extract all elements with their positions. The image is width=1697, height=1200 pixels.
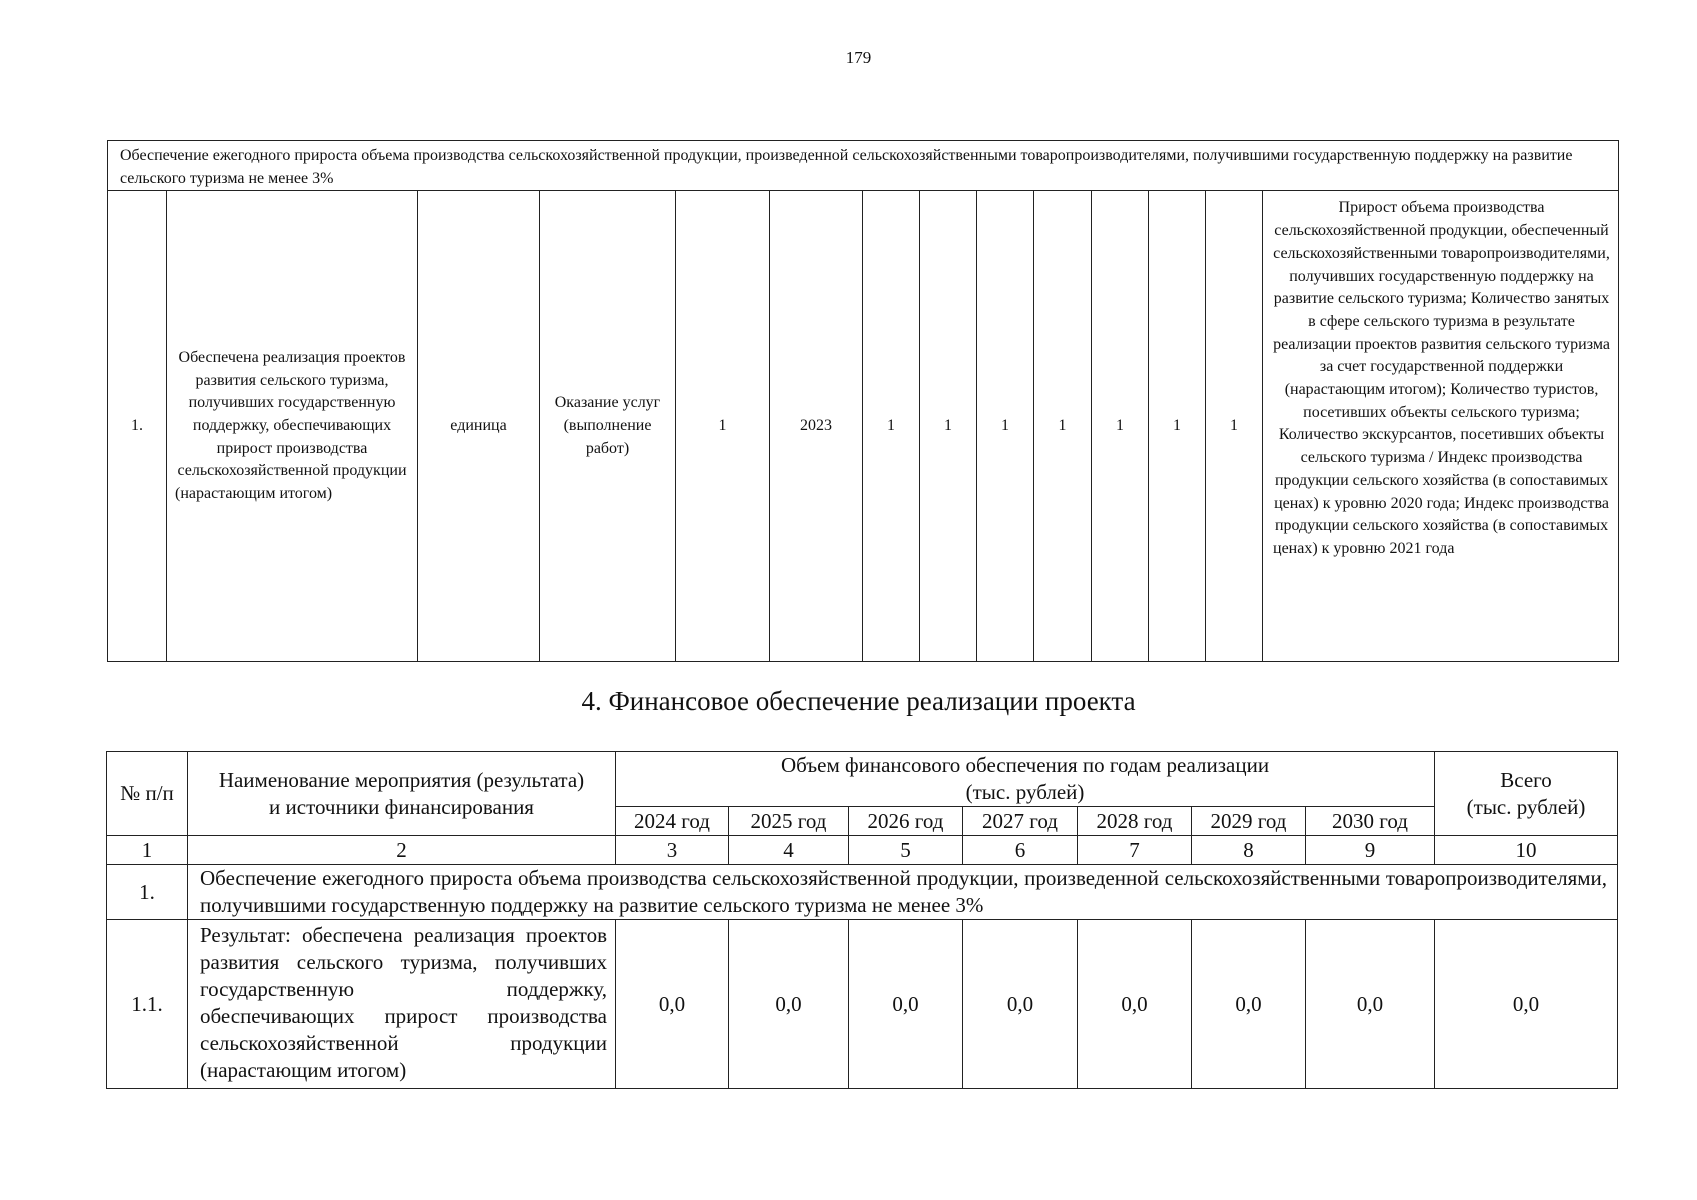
row-number: 1. [107, 865, 188, 920]
header-volume-line2: (тыс. рублей) [965, 780, 1085, 804]
amount-cell: 0,0 [729, 920, 849, 1089]
goal-header: Обеспечение ежегодного прироста объема производства сельскохозяйственной продукции, произведенной сельскохозяйственными товаропроизводителями, получившими государственную поддержку на развитие сельского туризма не менее 3% [108, 141, 1619, 191]
result-text: Результат: обеспечена реализация проектов развития сельского туризма, получивших государственную поддержку, обеспечивающих прирост производства сельскохозяйственной продукции (нарастающим итогом) [188, 920, 616, 1089]
amount-cell: 0,0 [1306, 920, 1435, 1089]
amount-cell: 0,0 [1192, 920, 1306, 1089]
row-number: 1. [108, 191, 167, 662]
goal-text: Обеспечение ежегодного прироста объема производства сельскохозяйственной продукции, произведенной сельскохозяйственными товаропроизводителями, получившими государственную поддержку на развитие сельского туризма не менее 3% [188, 865, 1618, 920]
column-number: 9 [1306, 836, 1435, 865]
column-number: 2 [188, 836, 616, 865]
year-value-cell: 1 [977, 191, 1034, 662]
header-year: 2028 год [1078, 807, 1192, 836]
year-value-cell: 1 [1034, 191, 1092, 662]
header-year: 2027 год [963, 807, 1078, 836]
header-name-line2: и источники финансирования [269, 794, 534, 819]
column-number: 1 [107, 836, 188, 865]
year-value-cell: 1 [1092, 191, 1149, 662]
header-year: 2030 год [1306, 807, 1435, 836]
amount-cell: 0,0 [963, 920, 1078, 1089]
column-number: 5 [849, 836, 963, 865]
header-year: 2025 год [729, 807, 849, 836]
year-value-cell: 1 [863, 191, 920, 662]
column-number: 10 [1435, 836, 1618, 865]
header-year: 2026 год [849, 807, 963, 836]
table-row [107, 865, 1618, 920]
page-number: 179 [845, 48, 872, 67]
result-description: Обеспечена реализация проектов развития сельского туризма, получивших государственную поддержку, обеспечивающих прирост производства сельскохозяйственной продукции (нарастающим итогом) [167, 191, 418, 662]
column-number: 3 [616, 836, 729, 865]
table-row [107, 920, 1618, 1089]
base-year-cell: 2023 [770, 191, 863, 662]
column-number: 8 [1192, 836, 1306, 865]
column-numbers-row [107, 836, 1618, 865]
header-total [1435, 752, 1618, 836]
finance-table [106, 751, 1618, 1089]
header-total-line2: (тыс. рублей) [1466, 794, 1586, 819]
table-row [108, 191, 1619, 662]
total-cell: 0,0 [1435, 920, 1618, 1089]
unit-cell: единица [418, 191, 540, 662]
type-cell: Оказание услуг (выполнение работ) [540, 191, 676, 662]
header-volume [616, 752, 1435, 807]
header-name [188, 752, 616, 836]
column-number: 4 [729, 836, 849, 865]
amount-cell: 0,0 [849, 920, 963, 1089]
header-num: № п/п [107, 752, 188, 836]
base-value-cell: 1 [676, 191, 770, 662]
row-number: 1.1. [107, 920, 188, 1089]
section-title: 4. Финансовое обеспечение реализации проекта [581, 686, 1136, 716]
column-number: 7 [1078, 836, 1192, 865]
header-total-line1: Всего [1500, 767, 1552, 792]
header-year: 2029 год [1192, 807, 1306, 836]
amount-cell: 0,0 [616, 920, 729, 1089]
year-value-cell: 1 [1206, 191, 1263, 662]
column-number: 6 [963, 836, 1078, 865]
header-name-line1: Наименование мероприятия (результата) [218, 767, 585, 792]
results-table [107, 140, 1619, 662]
amount-cell: 0,0 [1078, 920, 1192, 1089]
year-value-cell: 1 [1149, 191, 1206, 662]
header-year: 2024 год [616, 807, 729, 836]
indicators-cell: Прирост объема производства сельскохозяйственной продукции, обеспеченный сельскохозяйственными товаропроизводителями, получивших государственную поддержку на развитие сельского туризма; Количество занятых в сфере сельского туризма в результате реализации проектов развития сельского туризма за счет государственной поддержки (нарастающим итогом); Количество туристов, посетивших объекты сельского туризма; Количество экскурсантов, посетивших объекты сельского туризма / Индекс производства продукции сельского хозяйства (в сопоставимых ценах) к уровню 2020 года; Индекс производства продукции сельского хозяйства (в сопоставимых ценах) к уровню 2021 года [1263, 191, 1619, 662]
header-volume-line1: Объем финансового обеспечения по годам реализации [780, 753, 1270, 777]
year-value-cell: 1 [920, 191, 977, 662]
